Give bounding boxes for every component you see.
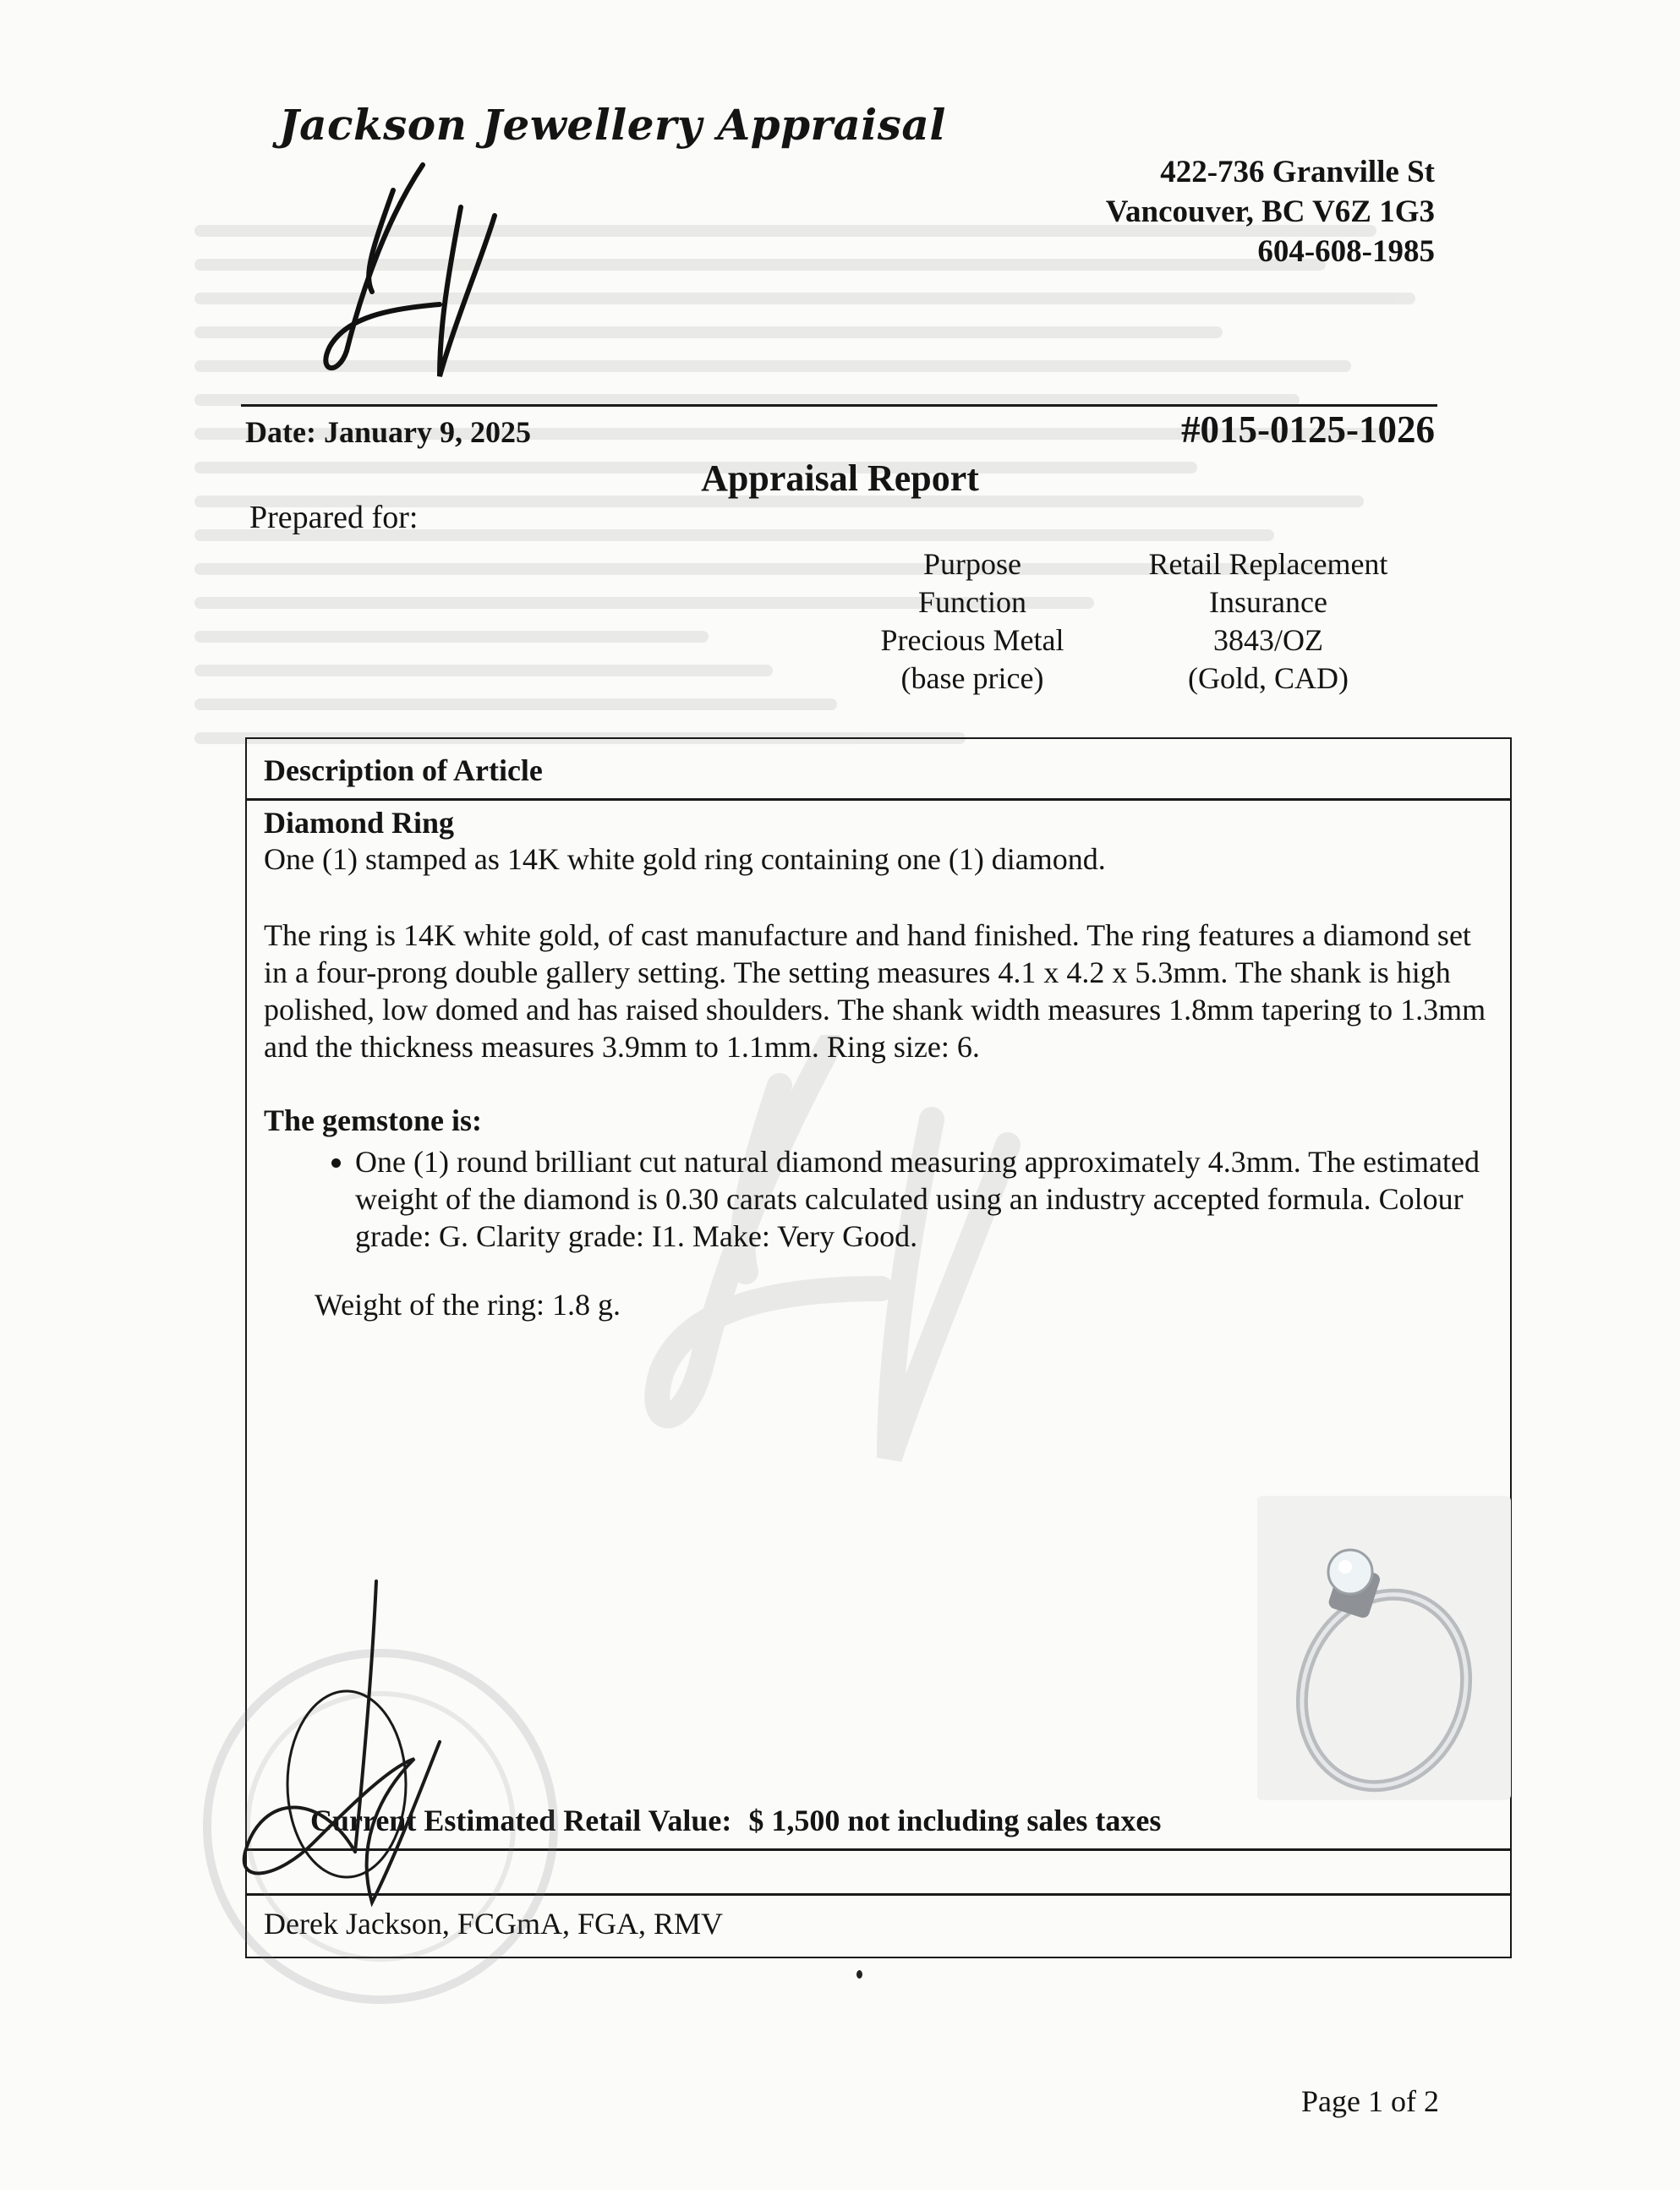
article-title: Diamond Ring (264, 806, 455, 840)
address-line: 422-736 Granville St (1160, 155, 1435, 189)
page-number: Page 1 of 2 (1301, 2084, 1439, 2118)
report-title: Appraisal Report (701, 457, 979, 499)
detail-value: Retail Replacement (1148, 547, 1388, 581)
detail-value: (Gold, CAD) (1188, 661, 1349, 695)
section-divider (247, 798, 1510, 801)
company-address (1106, 152, 1435, 271)
ring-weight: Weight of the ring: 1.8 g. (315, 1288, 621, 1322)
detail-label: Purpose (923, 547, 1021, 581)
address-line: Vancouver, BC V6Z 1G3 (1105, 194, 1435, 229)
appraiser-name: Derek Jackson, FCGmA, FGA, RMV (264, 1907, 723, 1941)
description-section-title: Description of Article (264, 753, 543, 787)
report-date: Date: January 9, 2025 (245, 415, 531, 449)
detail-value: Insurance (1209, 585, 1327, 619)
detail-row (845, 621, 1420, 660)
appraisal-details (845, 545, 1420, 698)
gemstone-list (304, 1143, 1530, 1255)
handwritten-signature (228, 1573, 499, 1928)
jh-watermark-icon (627, 1035, 1050, 1475)
detail-label: Function (917, 585, 1026, 619)
detail-label: (base price) (900, 661, 1044, 695)
jh-monogram-icon (313, 156, 507, 385)
gemstone-item: • One (1) round brilliant cut natural diamond measuring approximately 4.3mm. The estimated weight of the diamond is 0.30 carats calculated using an industry accepted formula. Colour grade: G. Clarity grade: I1. Make: Very Good. (355, 1143, 1530, 1255)
phone-number: 604-608-1985 (1257, 234, 1435, 269)
value-amount: $ 1,500 not including sales taxes (748, 1804, 1162, 1837)
report-number: #015-0125-1026 (1181, 408, 1435, 451)
header-divider (241, 404, 1437, 407)
detail-row (845, 583, 1420, 621)
article-summary: One (1) stamped as 14K white gold ring containing one (1) diamond. (264, 842, 1106, 876)
detail-row (845, 660, 1420, 698)
detail-value: 3843/OZ (1213, 623, 1323, 657)
value-label: Current Estimated Retail Value: (310, 1804, 732, 1837)
company-name: Jackson Jewellery Appraisal (279, 100, 946, 150)
article-description: The ring is 14K white gold, of cast manufacture and hand finished. The ring features a diamond set in a four-prong double gallery setting. The setting measures 4.1 x 4.2 x 5.3mm. The shank is high polished, low domed and has raised shoulders. The shank width measures 1.8mm tapering to 1.3mm and the thickness measures 3.9mm to 1.1mm. Ring size: 6. (264, 918, 1486, 1064)
scan-speck (856, 1970, 862, 1979)
detail-label: Precious Metal (880, 623, 1064, 657)
ring-photo (1257, 1496, 1511, 1800)
detail-row (845, 545, 1420, 583)
gemstone-title: The gemstone is: (264, 1103, 482, 1137)
prepared-for-label: Prepared for: (249, 500, 419, 535)
